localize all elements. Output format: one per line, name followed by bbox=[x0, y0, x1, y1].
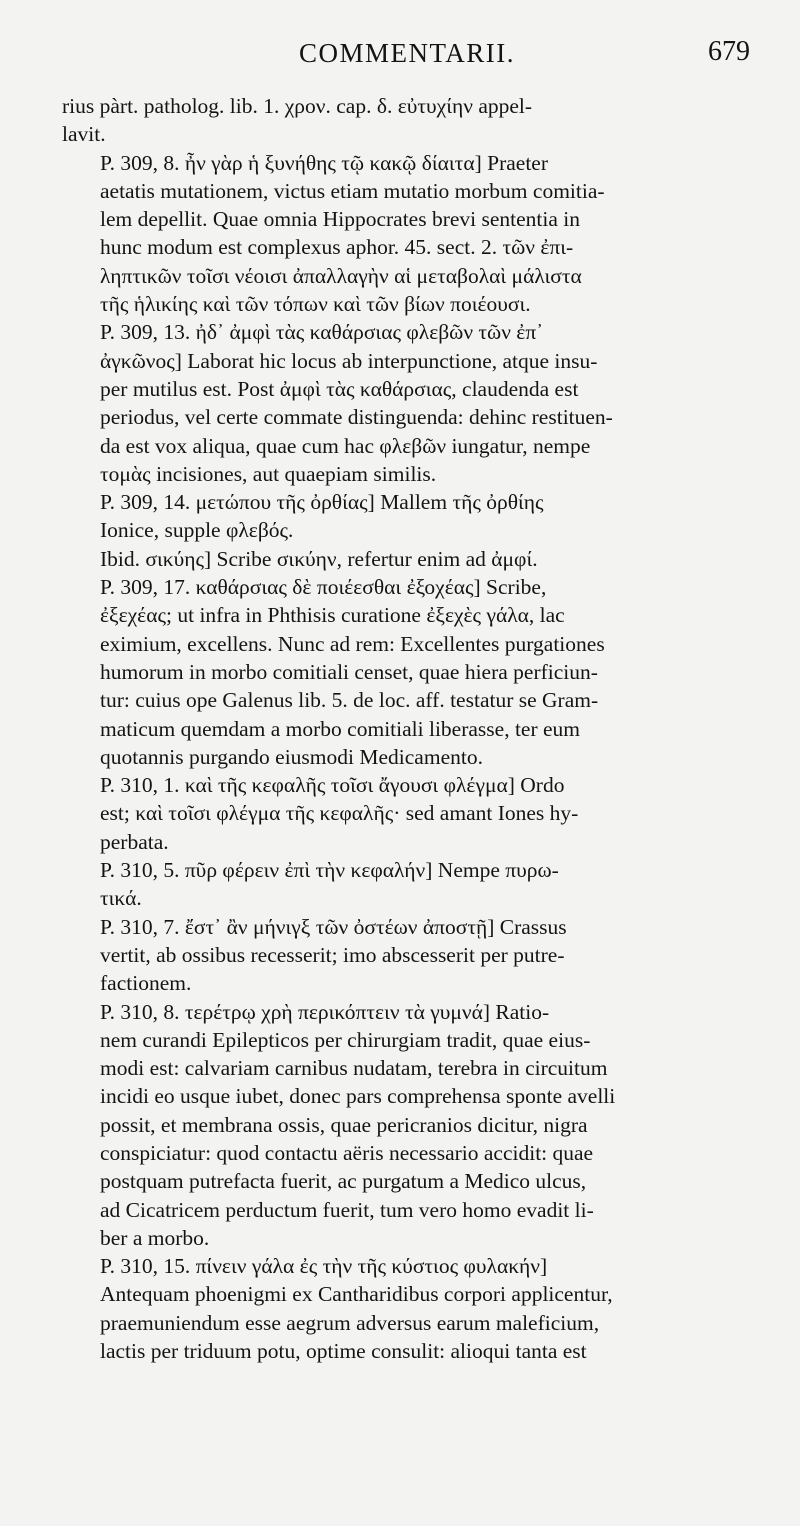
text-line: maticum quemdam a morbo comitiali liberasse, ter eum bbox=[100, 716, 581, 741]
commentary-paragraph bbox=[62, 913, 752, 998]
commentary-paragraph bbox=[62, 545, 752, 573]
text-line: τομὰς incisiones, aut quaepiam similis. bbox=[100, 461, 437, 486]
text-line: quotannis purgando eiusmodi Medicamento. bbox=[100, 744, 483, 769]
text-line: lactis per triduum potu, optime consulit: alioqui tanta est bbox=[100, 1339, 587, 1364]
text-line: possit, et membrana ossis, quae pericranios dicitur, nigra bbox=[100, 1112, 588, 1137]
text-line: P. 310, 1. καὶ τῆς κεφαλῆς τοῖσι ἄγουσι φλέγμα] Ordo bbox=[100, 773, 565, 798]
text-line: Ionice, supple φλεβός. bbox=[100, 518, 294, 543]
commentary-paragraph bbox=[62, 1252, 752, 1365]
text-line: eximium, excellens. Nunc ad rem: Excellentes purgationes bbox=[100, 631, 605, 656]
text-line: factionem. bbox=[100, 971, 192, 996]
text-line: da est vox aliqua, quae cum hac φλεβῶν iungatur, nempe bbox=[100, 433, 591, 458]
text-line: hunc modum est complexus aphor. 45. sect. 2. τῶν ἐπι- bbox=[100, 235, 574, 260]
text-line: Antequam phoenigmi ex Cantharidibus corpori applicentur, bbox=[100, 1282, 613, 1307]
text-line: P. 310, 7. ἔστ᾽ ἂν μήνιγξ τῶν ὀστέων ἀποστῇ] Crassus bbox=[100, 914, 567, 939]
commentary-paragraph bbox=[62, 771, 752, 856]
text-line: ad Cicatricem perductum fuerit, tum vero homo evadit li- bbox=[100, 1197, 594, 1222]
commentary-paragraph bbox=[62, 149, 752, 319]
text-line: lem depellit. Quae omnia Hippocrates brevi sententia in bbox=[100, 207, 581, 232]
commentary-paragraph bbox=[62, 318, 752, 488]
commentary-paragraph bbox=[62, 92, 752, 149]
commentary-paragraph bbox=[62, 488, 752, 545]
page-number: 679 bbox=[708, 36, 750, 67]
text-line: modi est: calvariam carnibus nudatam, terebra in circuitum bbox=[100, 1056, 608, 1081]
running-title: COMMENTARII. bbox=[298, 38, 516, 68]
text-line: P. 310, 5. πῦρ φέρειν ἐπὶ τὴν κεφαλήν] Nempe πυρω- bbox=[100, 858, 559, 883]
text-line: P. 310, 15. πίνειν γάλα ἐς τὴν τῆς κύστιος φυλακήν] bbox=[100, 1254, 548, 1279]
text-line: P. 309, 14. μετώπου τῆς ὀρθίας] Mallem τῆς ὀρθίης bbox=[100, 490, 544, 515]
text-line: ber a morbo. bbox=[100, 1225, 210, 1250]
text-line: est; καὶ τοῖσι φλέγμα τῆς κεφαλῆς· sed amant Iones hy- bbox=[100, 801, 579, 826]
text-line: periodus, vel certe commate distinguenda: dehinc restituen- bbox=[100, 405, 613, 430]
text-line: aetatis mutationem, victus etiam mutatio morbum comitia- bbox=[100, 178, 605, 203]
text-line: ἀγκῶνος] Laborat hic locus ab interpunctione, atque insu- bbox=[100, 348, 598, 373]
text-line: P. 309, 8. ἦν γὰρ ἡ ξυνήθης τῷ κακῷ δίαιτα] Praeter bbox=[100, 150, 548, 175]
text-line: praemuniendum esse aegrum adversus earum maleficium, bbox=[100, 1310, 600, 1335]
text-line: per mutilus est. Post ἀμφὶ τὰς καθάρσιας, claudenda est bbox=[100, 376, 579, 401]
text-line: Ibid. σικύης] Scribe σικύην, refertur enim ad ἀμφί. bbox=[100, 546, 538, 571]
text-line: P. 309, 17. καθάρσιας δὲ ποιέεσθαι ἐξοχέας] Scribe, bbox=[100, 575, 547, 600]
text-line: conspiciatur: quod contactu aëris necessario accidit: quae bbox=[100, 1140, 594, 1165]
text-line: humorum in morbo comitiali censet, quae hiera perficiun- bbox=[100, 659, 598, 684]
text-line: perbata. bbox=[100, 829, 169, 854]
text-line: postquam putrefacta fuerit, ac purgatum a Medico ulcus, bbox=[100, 1169, 587, 1194]
text-line: nem curandi Epilepticos per chirurgiam tradit, quae eius- bbox=[100, 1027, 591, 1052]
commentary-paragraph bbox=[62, 856, 752, 913]
text-line: P. 310, 8. τερέτρῳ χρὴ περικόπτειν τὰ γυμνά] Ratio- bbox=[100, 999, 550, 1024]
text-line: vertit, ab ossibus recesserit; imo abscesserit per putre- bbox=[100, 942, 565, 967]
text-line: τικά. bbox=[100, 886, 142, 911]
text-line: rius pàrt. patholog. lib. 1. χρον. cap. δ. εὐτυχίην appel- bbox=[62, 94, 533, 118]
text-line: lavit. bbox=[62, 122, 106, 147]
commentary-paragraph bbox=[62, 998, 752, 1253]
text-line: ἐξεχέας; ut infra in Phthisis curatione ἐξεχὲς γάλα, lac bbox=[100, 603, 565, 628]
text-line: P. 309, 13. ἠδ᾽ ἀμφὶ τὰς καθάρσιας φλεβῶν τῶν ἐπ᾽ bbox=[100, 320, 544, 345]
text-line: ληπτικῶν τοῖσι νέοισι ἀπαλλαγὴν αἱ μεταβολαὶ μάλιστα bbox=[100, 263, 582, 288]
text-line: τῆς ἡλικίης καὶ τῶν τόπων καὶ τῶν βίων ποιέουσι. bbox=[100, 292, 531, 317]
text-line: incidi eo usque iubet, donec pars comprehensa sponte avelli bbox=[100, 1084, 616, 1109]
commentary-paragraph bbox=[62, 573, 752, 771]
running-head bbox=[62, 28, 752, 76]
commentary-body bbox=[62, 92, 752, 1365]
text-line: tur: cuius ope Galenus lib. 5. de loc. aff. testatur se Gram- bbox=[100, 688, 599, 713]
